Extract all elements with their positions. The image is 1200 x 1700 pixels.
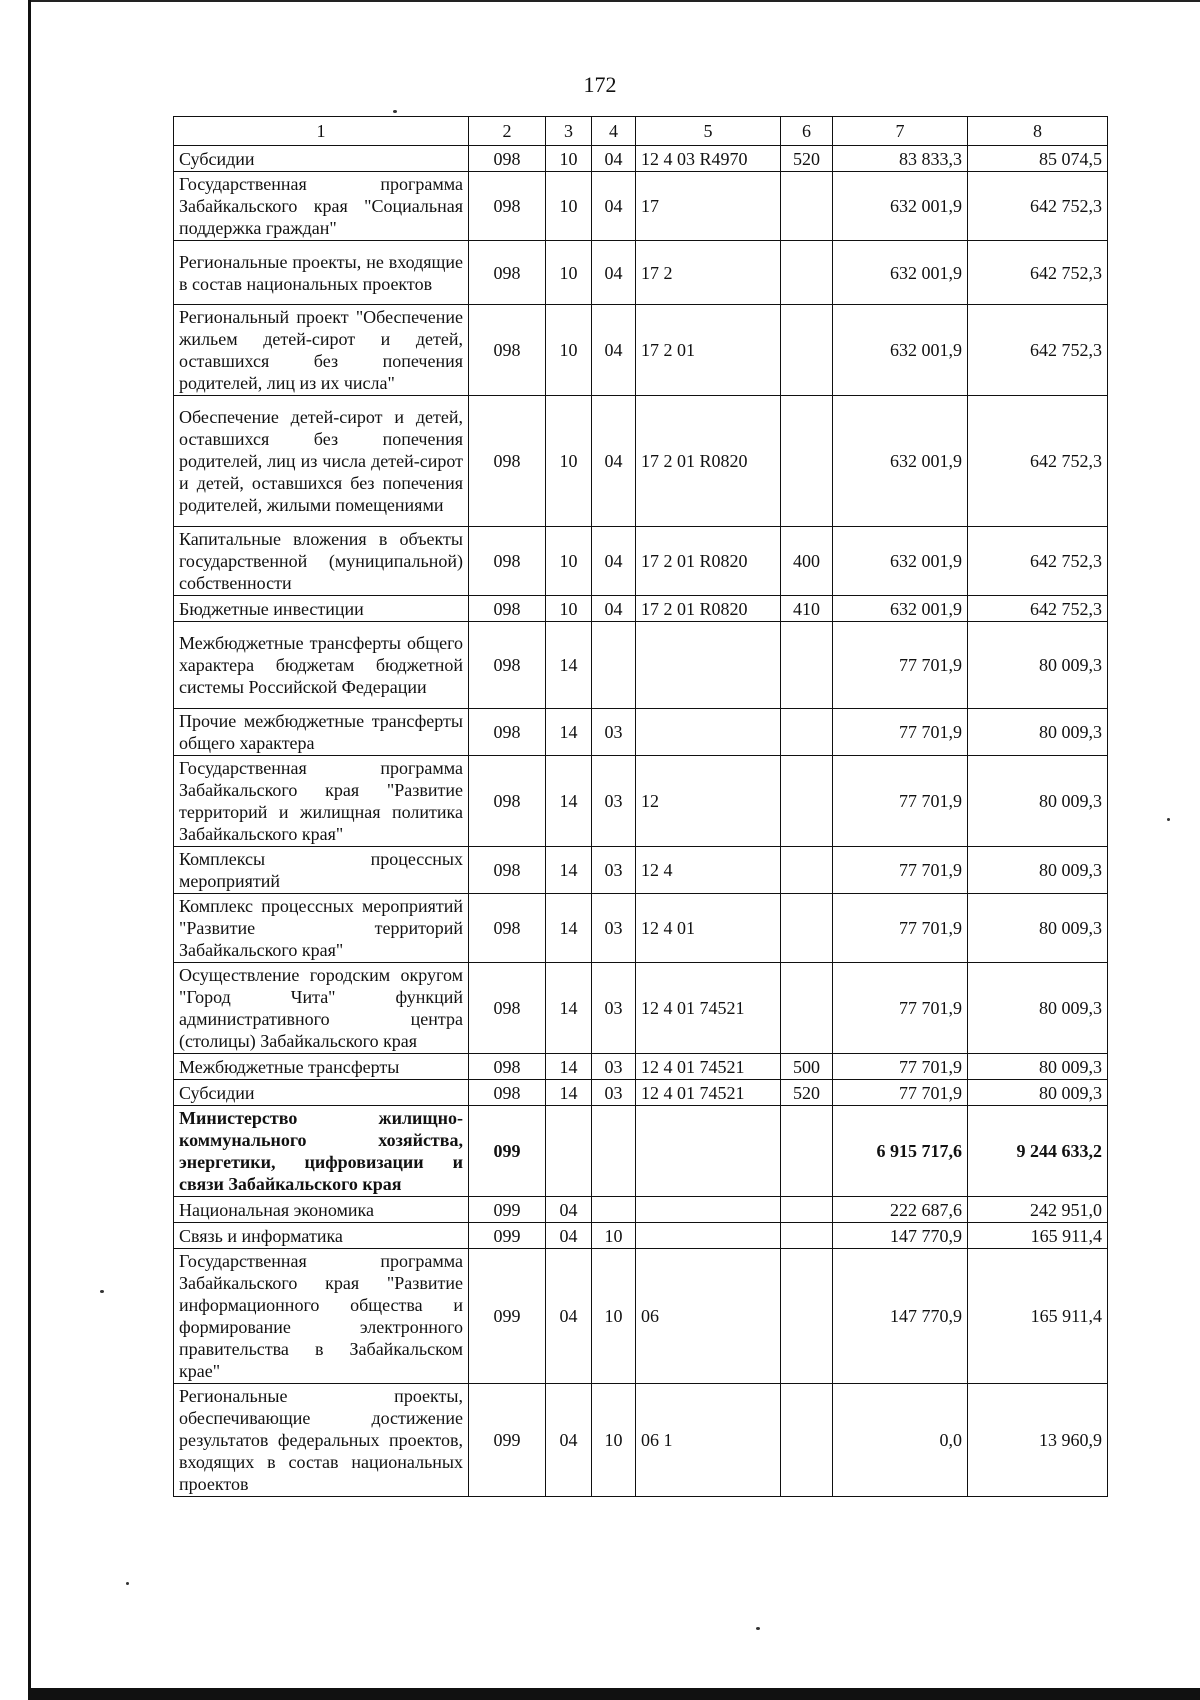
cell-amount-year-2: 242 951,0 (968, 1197, 1108, 1223)
cell-subsection: 10 (592, 1249, 636, 1384)
cell-amount-year-2: 85 074,5 (968, 146, 1108, 172)
page-frame-top (28, 0, 1200, 2)
page-number: 172 (583, 72, 617, 97)
cell-ministry-code: 098 (469, 241, 546, 305)
cell-subsection: 04 (592, 396, 636, 527)
cell-section: 04 (546, 1249, 592, 1384)
cell-amount-year-2: 80 009,3 (968, 894, 1108, 963)
cell-target-article: 06 1 (636, 1384, 781, 1497)
cell-amount-year-1: 83 833,3 (833, 146, 968, 172)
table-row (174, 709, 1108, 756)
row-name: Государственная программа Забайкальского края "Социальная поддержка граждан" (174, 172, 469, 241)
cell-expense-type (781, 622, 833, 709)
cell-ministry-code: 098 (469, 596, 546, 622)
column-header: 6 (781, 117, 833, 146)
cell-target-article (636, 1223, 781, 1249)
cell-section: 10 (546, 241, 592, 305)
cell-subsection: 03 (592, 1054, 636, 1080)
cell-subsection: 03 (592, 963, 636, 1054)
cell-section: 04 (546, 1223, 592, 1249)
cell-amount-year-2: 80 009,3 (968, 847, 1108, 894)
table-row (174, 527, 1108, 596)
cell-expense-type (781, 1249, 833, 1384)
cell-amount-year-1: 632 001,9 (833, 596, 968, 622)
row-name: Связь и информатика (174, 1223, 469, 1249)
cell-subsection: 03 (592, 709, 636, 756)
cell-amount-year-1: 77 701,9 (833, 1080, 968, 1106)
cell-ministry-code: 099 (469, 1249, 546, 1384)
cell-amount-year-1: 77 701,9 (833, 963, 968, 1054)
table-row (174, 756, 1108, 847)
cell-target-article: 17 2 (636, 241, 781, 305)
row-name: Государственная программа Забайкальского края "Развитие информационного общества и формирование электронного правительства в Забайкальском крае" (174, 1249, 469, 1384)
row-name: Субсидии (174, 1080, 469, 1106)
cell-amount-year-2: 13 960,9 (968, 1384, 1108, 1497)
table-row (174, 396, 1108, 527)
cell-subsection: 03 (592, 894, 636, 963)
cell-target-article (636, 622, 781, 709)
column-header: 5 (636, 117, 781, 146)
cell-ministry-code: 098 (469, 172, 546, 241)
cell-subsection: 04 (592, 596, 636, 622)
cell-subsection: 03 (592, 756, 636, 847)
cell-target-article: 12 4 01 (636, 894, 781, 963)
cell-target-article: 17 2 01 R0820 (636, 596, 781, 622)
cell-ministry-code: 098 (469, 527, 546, 596)
cell-ministry-code: 098 (469, 894, 546, 963)
cell-ministry-code: 098 (469, 709, 546, 756)
cell-amount-year-2: 80 009,3 (968, 1080, 1108, 1106)
cell-expense-type (781, 756, 833, 847)
cell-subsection (592, 1106, 636, 1197)
cell-subsection: 10 (592, 1223, 636, 1249)
table-row (174, 1384, 1108, 1497)
cell-target-article: 06 (636, 1249, 781, 1384)
cell-ministry-code: 098 (469, 1080, 546, 1106)
scan-speck (100, 1290, 104, 1293)
table-row (174, 894, 1108, 963)
row-name: Субсидии (174, 146, 469, 172)
cell-expense-type (781, 1197, 833, 1223)
cell-expense-type: 410 (781, 596, 833, 622)
cell-target-article (636, 1197, 781, 1223)
cell-ministry-code: 098 (469, 847, 546, 894)
cell-subsection: 03 (592, 1080, 636, 1106)
cell-expense-type (781, 1223, 833, 1249)
cell-section: 10 (546, 527, 592, 596)
cell-ministry-code: 098 (469, 1054, 546, 1080)
cell-subsection: 04 (592, 527, 636, 596)
cell-expense-type (781, 1106, 833, 1197)
column-header: 3 (546, 117, 592, 146)
cell-target-article: 17 2 01 R0820 (636, 527, 781, 596)
cell-amount-year-2: 642 752,3 (968, 527, 1108, 596)
row-name: Региональные проекты, не входящие в состав национальных проектов (174, 241, 469, 305)
cell-section: 14 (546, 622, 592, 709)
cell-amount-year-2: 80 009,3 (968, 709, 1108, 756)
row-name: Обеспечение детей-сирот и детей, оставшихся без попечения родителей, лиц из числа детей-сирот и детей, оставшихся без попечения родителей, жилыми помещениями (174, 396, 469, 527)
cell-target-article: 12 4 01 74521 (636, 1080, 781, 1106)
table-row (174, 241, 1108, 305)
table-row (174, 622, 1108, 709)
cell-expense-type: 500 (781, 1054, 833, 1080)
cell-expense-type (781, 1384, 833, 1497)
column-header: 7 (833, 117, 968, 146)
budget-table (173, 116, 1108, 1497)
cell-section (546, 1106, 592, 1197)
table-row (174, 1197, 1108, 1223)
cell-target-article: 12 4 (636, 847, 781, 894)
cell-expense-type (781, 172, 833, 241)
cell-amount-year-1: 632 001,9 (833, 527, 968, 596)
cell-subsection (592, 1197, 636, 1223)
cell-amount-year-1: 6 915 717,6 (833, 1106, 968, 1197)
column-header: 2 (469, 117, 546, 146)
cell-expense-type (781, 963, 833, 1054)
cell-section: 10 (546, 172, 592, 241)
cell-amount-year-2: 642 752,3 (968, 396, 1108, 527)
cell-ministry-code: 098 (469, 963, 546, 1054)
table-row (174, 172, 1108, 241)
table-row (174, 1106, 1108, 1197)
cell-ministry-code: 099 (469, 1384, 546, 1497)
cell-amount-year-2: 80 009,3 (968, 1054, 1108, 1080)
cell-amount-year-2: 9 244 633,2 (968, 1106, 1108, 1197)
cell-subsection: 04 (592, 146, 636, 172)
row-name: Региональные проекты, обеспечивающие достижение результатов федеральных проектов, входящих в состав национальных проектов (174, 1384, 469, 1497)
cell-section: 14 (546, 847, 592, 894)
row-name: Капитальные вложения в объекты государственной (муниципальной) собственности (174, 527, 469, 596)
cell-amount-year-1: 147 770,9 (833, 1249, 968, 1384)
cell-amount-year-2: 642 752,3 (968, 241, 1108, 305)
cell-ministry-code: 098 (469, 305, 546, 396)
cell-amount-year-2: 165 911,4 (968, 1223, 1108, 1249)
table-row (174, 1249, 1108, 1384)
cell-amount-year-1: 77 701,9 (833, 709, 968, 756)
table-header-row (174, 117, 1108, 146)
cell-section: 14 (546, 1080, 592, 1106)
cell-expense-type: 520 (781, 1080, 833, 1106)
cell-section: 04 (546, 1384, 592, 1497)
cell-ministry-code: 099 (469, 1197, 546, 1223)
cell-section: 04 (546, 1197, 592, 1223)
table-row (174, 146, 1108, 172)
cell-amount-year-2: 80 009,3 (968, 756, 1108, 847)
cell-ministry-code: 098 (469, 146, 546, 172)
cell-amount-year-2: 165 911,4 (968, 1249, 1108, 1384)
cell-amount-year-1: 632 001,9 (833, 305, 968, 396)
row-name: Бюджетные инвестиции (174, 596, 469, 622)
row-name: Комплексы процессных мероприятий (174, 847, 469, 894)
row-name: Региональный проект "Обеспечение жильем детей-сирот и детей, оставшихся без попечения родителей, лиц из их числа" (174, 305, 469, 396)
column-header: 1 (174, 117, 469, 146)
cell-expense-type (781, 847, 833, 894)
cell-amount-year-2: 80 009,3 (968, 963, 1108, 1054)
cell-amount-year-1: 77 701,9 (833, 622, 968, 709)
cell-target-article (636, 709, 781, 756)
cell-target-article: 17 2 01 (636, 305, 781, 396)
page-frame-left (28, 0, 31, 1700)
column-header: 4 (592, 117, 636, 146)
cell-expense-type (781, 709, 833, 756)
cell-ministry-code: 098 (469, 396, 546, 527)
cell-amount-year-1: 632 001,9 (833, 172, 968, 241)
scan-speck (393, 110, 397, 113)
column-header: 8 (968, 117, 1108, 146)
cell-section: 10 (546, 396, 592, 527)
cell-target-article: 12 4 03 R4970 (636, 146, 781, 172)
cell-amount-year-1: 147 770,9 (833, 1223, 968, 1249)
cell-amount-year-1: 632 001,9 (833, 396, 968, 527)
cell-amount-year-1: 77 701,9 (833, 894, 968, 963)
scan-speck (126, 1582, 129, 1585)
cell-expense-type: 520 (781, 146, 833, 172)
cell-expense-type (781, 305, 833, 396)
cell-target-article: 12 4 01 74521 (636, 963, 781, 1054)
row-name: Министерство жилищно-коммунального хозяйства, энергетики, цифровизации и связи Забайкальского края (174, 1106, 469, 1197)
row-name: Межбюджетные трансферты общего характера бюджетам бюджетной системы Российской Федерации (174, 622, 469, 709)
cell-subsection: 03 (592, 847, 636, 894)
cell-target-article (636, 1106, 781, 1197)
cell-amount-year-1: 77 701,9 (833, 1054, 968, 1080)
cell-ministry-code: 098 (469, 756, 546, 847)
scan-speck (1167, 818, 1170, 821)
row-name: Прочие межбюджетные трансферты общего характера (174, 709, 469, 756)
table-row (174, 596, 1108, 622)
cell-section: 14 (546, 709, 592, 756)
row-name: Государственная программа Забайкальского края "Развитие территорий и жилищная политика Забайкальского края" (174, 756, 469, 847)
cell-ministry-code: 099 (469, 1106, 546, 1197)
cell-expense-type (781, 241, 833, 305)
table-row (174, 1223, 1108, 1249)
cell-amount-year-1: 77 701,9 (833, 847, 968, 894)
table-row (174, 305, 1108, 396)
cell-expense-type (781, 894, 833, 963)
cell-subsection: 10 (592, 1384, 636, 1497)
cell-section: 14 (546, 756, 592, 847)
cell-ministry-code: 099 (469, 1223, 546, 1249)
cell-target-article: 17 (636, 172, 781, 241)
cell-section: 10 (546, 305, 592, 396)
cell-section: 14 (546, 1054, 592, 1080)
cell-subsection: 04 (592, 172, 636, 241)
cell-subsection: 04 (592, 305, 636, 396)
cell-expense-type (781, 396, 833, 527)
cell-subsection: 04 (592, 241, 636, 305)
page-frame-bottom (28, 1688, 1200, 1700)
cell-amount-year-1: 0,0 (833, 1384, 968, 1497)
table-row (174, 963, 1108, 1054)
scan-speck (756, 1627, 760, 1630)
row-name: Национальная экономика (174, 1197, 469, 1223)
table-row (174, 1054, 1108, 1080)
cell-ministry-code: 098 (469, 622, 546, 709)
table-row (174, 847, 1108, 894)
cell-expense-type: 400 (781, 527, 833, 596)
cell-amount-year-2: 642 752,3 (968, 172, 1108, 241)
table-row (174, 1080, 1108, 1106)
cell-amount-year-1: 77 701,9 (833, 756, 968, 847)
cell-amount-year-1: 222 687,6 (833, 1197, 968, 1223)
cell-amount-year-2: 80 009,3 (968, 622, 1108, 709)
cell-target-article: 12 (636, 756, 781, 847)
row-name: Осуществление городским округом "Город Чита" функций административного центра (столицы) Забайкальского края (174, 963, 469, 1054)
cell-section: 10 (546, 596, 592, 622)
cell-section: 14 (546, 963, 592, 1054)
cell-target-article: 12 4 01 74521 (636, 1054, 781, 1080)
row-name: Комплекс процессных мероприятий "Развитие территорий Забайкальского края" (174, 894, 469, 963)
cell-target-article: 17 2 01 R0820 (636, 396, 781, 527)
cell-subsection (592, 622, 636, 709)
cell-amount-year-2: 642 752,3 (968, 596, 1108, 622)
row-name: Межбюджетные трансферты (174, 1054, 469, 1080)
cell-section: 14 (546, 894, 592, 963)
cell-section: 10 (546, 146, 592, 172)
cell-amount-year-2: 642 752,3 (968, 305, 1108, 396)
cell-amount-year-1: 632 001,9 (833, 241, 968, 305)
